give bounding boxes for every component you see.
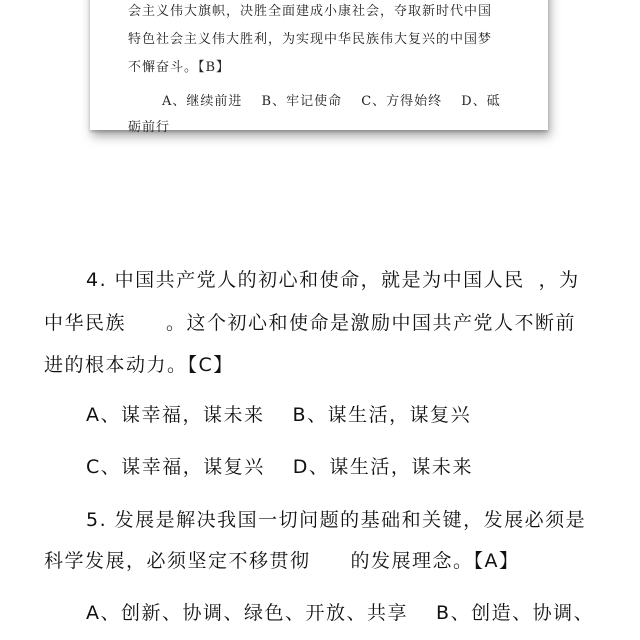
card-line-3: 不懈奋斗。【B】 (128, 60, 231, 75)
q4-line-3: 进的根本动力。【C】 (44, 354, 234, 376)
card-line-1: 会主义伟大旗帜，决胜全面建成小康社会，夺取新时代中国 (128, 4, 493, 19)
q4-line-1 (86, 265, 580, 292)
q5-line-1: 5. 发展是解决我国一切问题的基础和关键，发展必须是 (86, 509, 587, 531)
q4-text-1a: 4. 中国共产党人的初心和使命，就是为中国人民 (86, 269, 525, 291)
previous-question-card (90, 0, 548, 135)
card-line-2: 特色社会主义伟大胜利，为实现中华民族伟大复兴的中国梦 (128, 32, 493, 47)
q5-text-2a: 科学发展，必须坚定不移贯彻 (44, 550, 311, 572)
q4-text-1b: ，为 (538, 269, 580, 291)
q4-options-ab: A、谋幸福，谋未来 B、谋生活，谋复兴 (86, 404, 472, 426)
q4-text-2a: 中华民族 (44, 312, 127, 334)
q5-text-2b: 的发展理念。【A】 (350, 550, 520, 572)
q4-text-2b: 。这个初心和使命是激励中国共产党人不断前 (166, 312, 577, 334)
card-options: A、继续前进 B、牢记使命 C、方得始终 D、砥 (162, 94, 501, 109)
card-options-tail: 砺前行 (128, 120, 171, 135)
q4-line-2 (44, 308, 576, 335)
q5-line-2 (44, 546, 520, 573)
q4-options-cd: C、谋幸福，谋复兴 D、谋生活，谋未来 (86, 456, 473, 478)
q5-options-ab: A、创新、协调、绿色、开放、共享 B、创造、协调、 (86, 602, 595, 624)
